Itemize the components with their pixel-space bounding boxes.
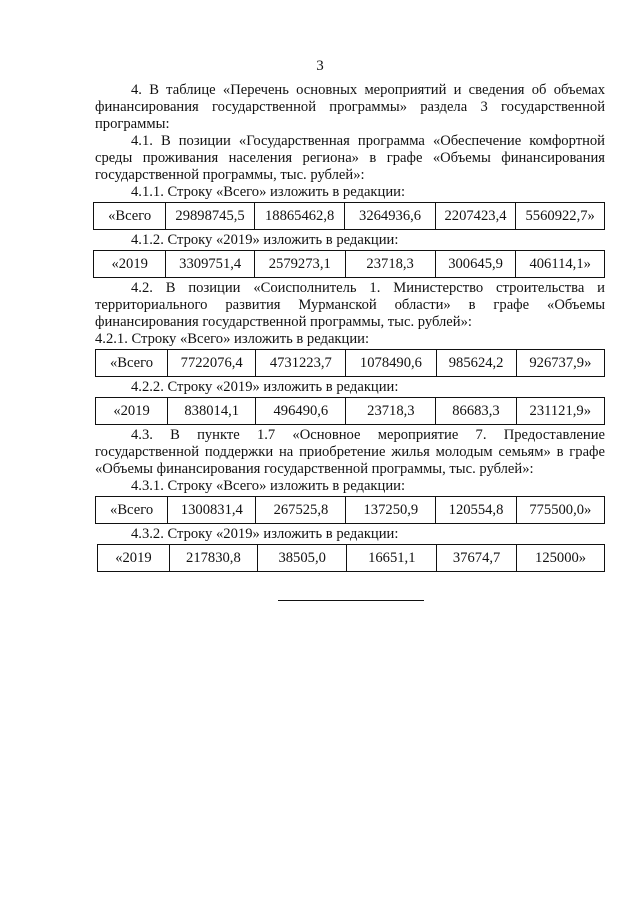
table-cell: 3264936,6	[345, 203, 435, 230]
table-cell: 29898745,5	[166, 203, 255, 230]
table-cell: «2019	[94, 251, 166, 278]
table-cell: 300645,9	[435, 251, 516, 278]
table-cell: 3309751,4	[166, 251, 255, 278]
paragraph-4-3-2: 4.3.2. Строку «2019» изложить в редакции:	[131, 526, 399, 542]
table-cell: 985624,2	[436, 350, 516, 377]
table-4-3-1	[95, 496, 605, 524]
table-cell: «Всего	[96, 497, 168, 524]
table-cell: 86683,3	[436, 398, 516, 425]
table-row	[94, 251, 605, 278]
table-cell: «Всего	[94, 203, 166, 230]
table-cell: 37674,7	[437, 545, 517, 572]
table-cell: 775500,0»	[516, 497, 604, 524]
table-cell: 4731223,7	[256, 350, 346, 377]
table-cell: 120554,8	[436, 497, 516, 524]
table-cell: 23718,3	[346, 398, 436, 425]
table-4-1-1	[93, 202, 605, 230]
paragraph-4-2: 4.2. В позиции «Соисполнитель 1. Министерство строительства и территориального развития Мурманской области» в графе «Объемы финансирования государственной программы, тыс. рублей»:	[95, 280, 605, 330]
paragraph-4-3-1: 4.3.1. Строку «Всего» изложить в редакции:	[131, 478, 405, 494]
paragraph-4-1-1: 4.1.1. Строку «Всего» изложить в редакции:	[131, 184, 405, 200]
table-cell: 16651,1	[347, 545, 437, 572]
table-4-2-1	[95, 349, 605, 377]
table-row	[96, 497, 605, 524]
paragraph-4: 4. В таблице «Перечень основных мероприятий и сведения об объемах финансирования государственной программы» раздела 3 государственной программы:	[95, 82, 605, 132]
paragraph-4-1-2: 4.1.2. Строку «2019» изложить в редакции:	[131, 232, 399, 248]
document-body	[95, 82, 605, 574]
table-cell: «Всего	[96, 350, 168, 377]
closing-rule	[278, 600, 424, 601]
table-cell: 7722076,4	[168, 350, 256, 377]
table-4-3-2	[97, 544, 605, 572]
page-number: 3	[316, 58, 324, 74]
table-cell: «2019	[96, 398, 168, 425]
table-cell: 217830,8	[169, 545, 257, 572]
paragraph-4-1: 4.1. В позиции «Государственная программа «Обеспечение комфортной среды проживания населения региона» в графе «Объемы финансирования государственной программы, тыс. рублей»:	[95, 133, 605, 183]
table-cell: 838014,1	[168, 398, 256, 425]
table-cell: 267525,8	[256, 497, 346, 524]
table-cell: 23718,3	[345, 251, 435, 278]
table-cell: 5560922,7»	[516, 203, 605, 230]
table-row	[98, 545, 605, 572]
table-cell: 231121,9»	[516, 398, 604, 425]
table-cell: 1300831,4	[168, 497, 256, 524]
table-4-1-2	[93, 250, 605, 278]
table-row	[96, 350, 605, 377]
table-cell: 137250,9	[346, 497, 436, 524]
table-row	[96, 398, 605, 425]
table-cell: 18865462,8	[254, 203, 345, 230]
paragraph-4-3: 4.3. В пункте 1.7 «Основное мероприятие 7. Предоставление государственной поддержки на приобретение жилья молодым семьям» в графе «Объемы финансирования государственной программы, тыс. рублей»:	[95, 427, 605, 477]
table-cell: 2207423,4	[435, 203, 516, 230]
table-cell: 125000»	[517, 545, 605, 572]
paragraph-4-2-1: 4.2.1. Строку «Всего» изложить в редакции:	[95, 331, 369, 347]
table-cell: 496490,6	[256, 398, 346, 425]
table-cell: 2579273,1	[254, 251, 345, 278]
table-cell: 1078490,6	[346, 350, 436, 377]
table-row	[94, 203, 605, 230]
table-4-2-2	[95, 397, 605, 425]
paragraph-4-2-2: 4.2.2. Строку «2019» изложить в редакции:	[131, 379, 399, 395]
table-cell: 926737,9»	[516, 350, 604, 377]
table-cell: «2019	[98, 545, 170, 572]
table-cell: 406114,1»	[516, 251, 605, 278]
table-cell: 38505,0	[257, 545, 347, 572]
